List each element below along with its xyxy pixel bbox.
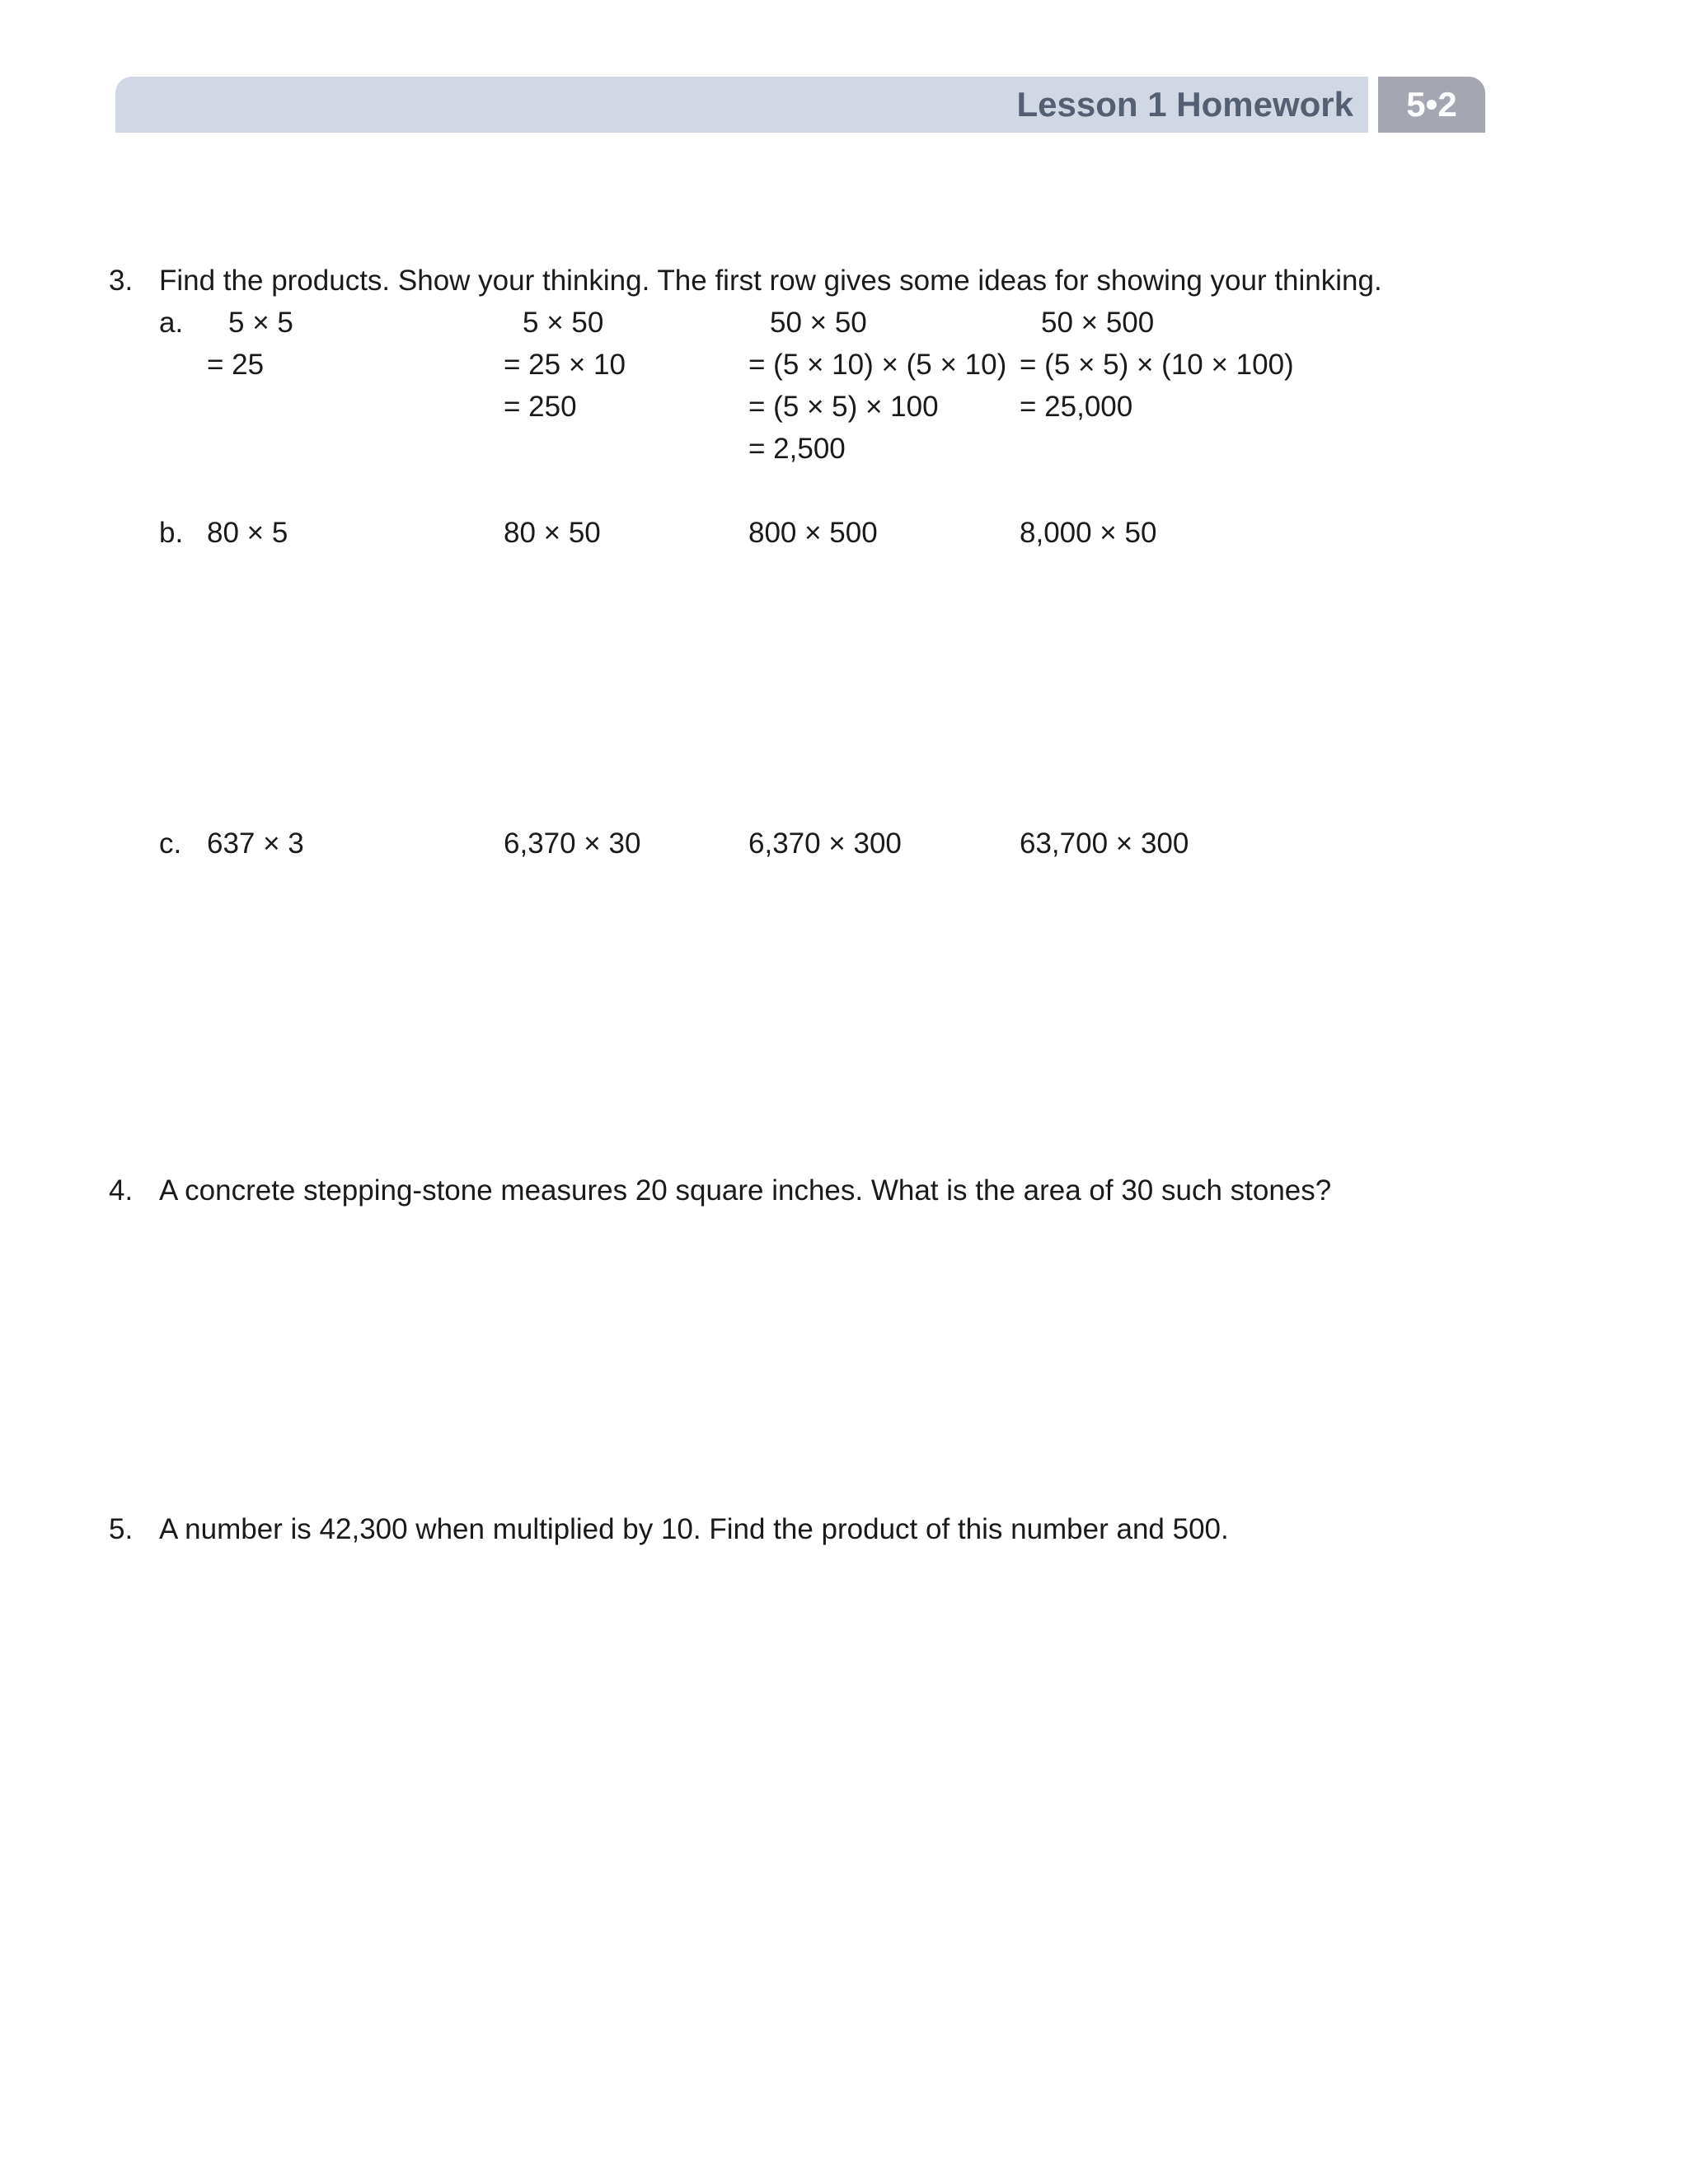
header-bar (115, 77, 1368, 133)
q3b-item-3: 800 × 500 (748, 517, 878, 549)
q3a-col3-line4: = 2,500 (748, 433, 846, 465)
q5-prompt: A number is 42,300 when multiplied by 10. Find the product of this number and 500. (159, 1513, 1229, 1545)
q3c-item-3: 6,370 × 300 (748, 827, 902, 860)
module-badge: 5•2 (1378, 77, 1485, 133)
q3a-label: a. (159, 307, 184, 339)
q5-number: 5. (109, 1513, 134, 1545)
q3a-col2-line1: 5 × 50 (523, 307, 604, 339)
q3b-item-4: 8,000 × 50 (1020, 517, 1157, 549)
q3a-col1-line2: = 25 (207, 349, 265, 381)
q4-number: 4. (109, 1174, 134, 1207)
q3a-col3-line2: = (5 × 10) × (5 × 10) (748, 349, 1007, 381)
q3c-item-4: 63,700 × 300 (1020, 827, 1189, 860)
q3b-item-1: 80 × 5 (207, 517, 288, 549)
q3-prompt: Find the products. Show your thinking. The first row gives some ideas for showing your thinking. (159, 265, 1382, 297)
header-divider (1368, 77, 1378, 133)
q3a-col1-line1: 5 × 5 (228, 307, 293, 339)
q3a-col2-line3: = 250 (504, 391, 577, 423)
q3a-col4-line2: = (5 × 5) × (10 × 100) (1020, 349, 1294, 381)
q3a-col4-line1: 50 × 500 (1041, 307, 1155, 339)
q3b-item-2: 80 × 50 (504, 517, 601, 549)
q3c-label: c. (159, 827, 182, 860)
q3b-label: b. (159, 517, 184, 549)
q3a-col4-line3: = 25,000 (1020, 391, 1133, 423)
q3a-col2-line2: = 25 × 10 (504, 349, 626, 381)
q3c-item-1: 637 × 3 (207, 827, 304, 860)
lesson-title: Lesson 1 Homework (1016, 85, 1353, 124)
q4-prompt: A concrete stepping-stone measures 20 square inches. What is the area of 30 such stones? (159, 1174, 1332, 1207)
q3c-item-2: 6,370 × 30 (504, 827, 641, 860)
q3-number: 3. (109, 265, 134, 297)
q3a-col3-line1: 50 × 50 (770, 307, 867, 339)
q3a-col3-line3: = (5 × 5) × 100 (748, 391, 939, 423)
